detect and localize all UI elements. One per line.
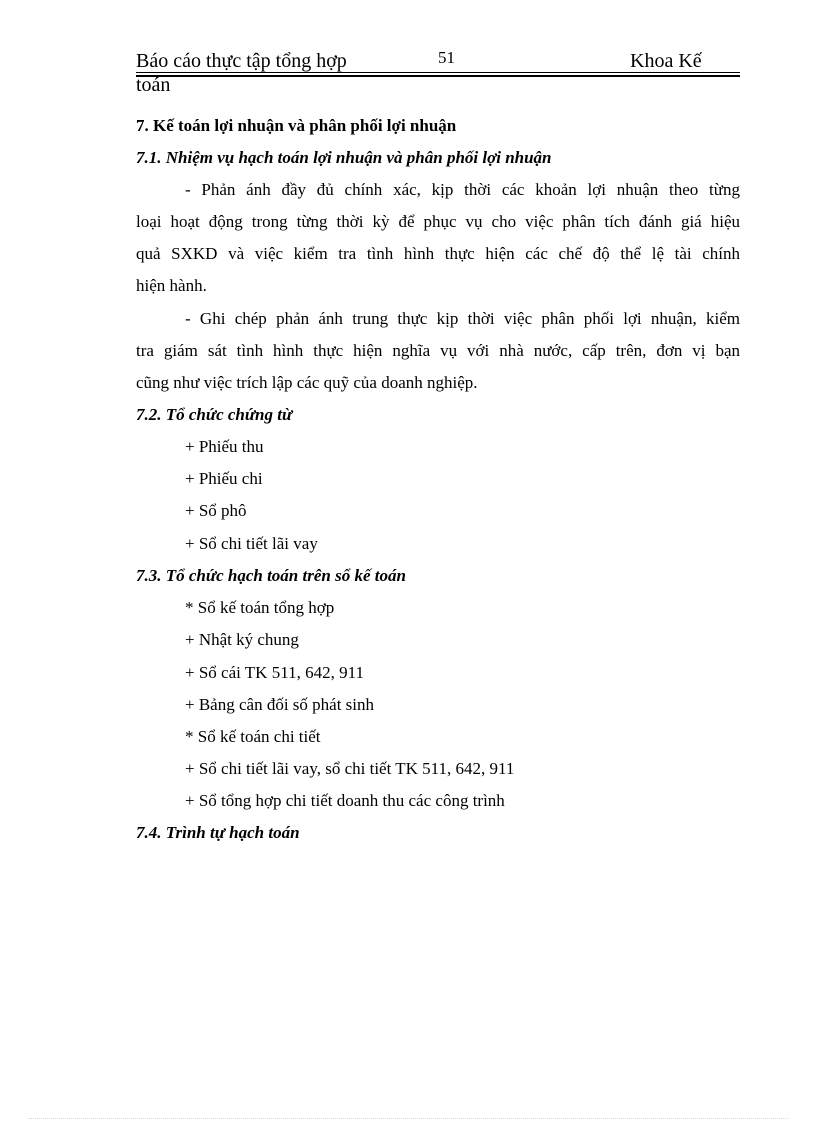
header-page-number: 51 (438, 48, 455, 67)
header-report-title: Báo cáo thực tập tổng hợp (136, 50, 347, 72)
paragraph-line: - Phản ánh đầy đủ chính xác, kịp thời các khoản lợi nhuận theo từng (185, 180, 740, 199)
list-item: * Sổ kế toán tổng hợp (185, 598, 335, 617)
list-item: + Sổ chi tiết lãi vay, sổ chi tiết TK 511, 642, 911 (185, 759, 515, 778)
list-item: + Sổ cái TK 511, 642, 911 (185, 663, 364, 682)
list-item: + Sổ tổng hợp chi tiết doanh thu các công trình (185, 791, 505, 810)
paragraph-line: cũng như việc trích lập các quỹ của doanh nghiệp. (136, 373, 478, 392)
list-item: + Bảng cân đối số phát sinh (185, 695, 375, 714)
header-faculty: Khoa Kế (630, 50, 702, 72)
header-rule-thick (136, 75, 740, 77)
paragraph-line: quả SXKD và việc kiểm tra tình hình thực hiện các chế độ thể lệ tài chính (136, 244, 740, 263)
header-faculty-continuation: toán (136, 74, 171, 96)
subsection-heading-7-1: 7.1. Nhiệm vụ hạch toán lợi nhuận và phân phối lợi nhuận (136, 148, 552, 167)
list-item: * Sổ kế toán chi tiết (185, 727, 321, 746)
list-item: + Sổ phô (185, 501, 247, 520)
subsection-heading-7-2: 7.2. Tổ chức chứng từ (136, 405, 293, 424)
list-item: + Phiếu thu (185, 437, 264, 456)
page-header (136, 48, 740, 96)
page-bottom-dotted-border (28, 1118, 788, 1119)
header-rule-thin (136, 72, 740, 73)
list-item: + Sổ chi tiết lãi vay (185, 534, 318, 553)
subsection-heading-7-4: 7.4. Trình tự hạch toán (136, 823, 300, 842)
paragraph-line: - Ghi chép phản ánh trung thực kịp thời việc phân phối lợi nhuận, kiểm (185, 309, 740, 328)
section-heading: 7. Kế toán lợi nhuận và phân phối lợi nhuận (136, 116, 457, 135)
paragraph-line: loại hoạt động trong từng thời kỳ để phục vụ cho việc phân tích đánh giá hiệu (136, 212, 740, 231)
list-item: + Phiếu chi (185, 469, 263, 488)
list-item: + Nhật ký chung (185, 630, 299, 649)
paragraph-line: tra giám sát tình hình thực hiện nghĩa vụ với nhà nước, cấp trên, đơn vị bạn (136, 341, 740, 360)
paragraph-line: hiện hành. (136, 276, 207, 295)
subsection-heading-7-3: 7.3. Tổ chức hạch toán trên sổ kế toán (136, 566, 406, 585)
